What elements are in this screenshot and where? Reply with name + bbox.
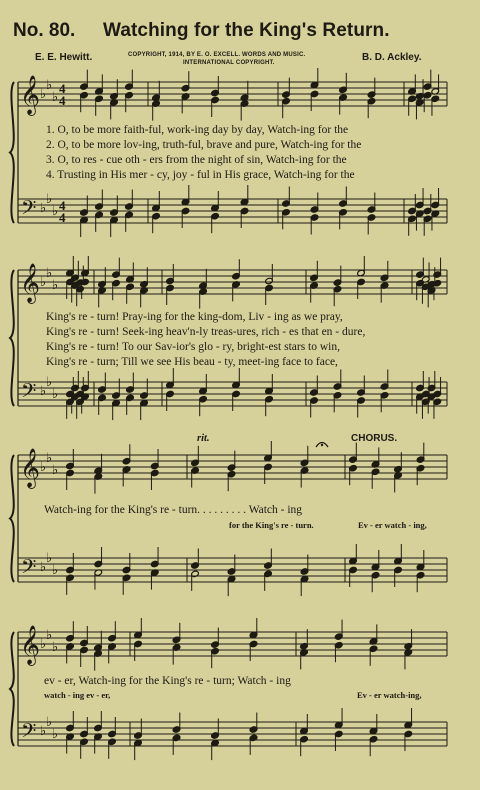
system1-verse-2: 2. O, to be more lov-ing, truth-ful, brave and pure, Watch-ing for the (46, 139, 362, 151)
flat-icon: ♭ (52, 727, 59, 742)
flat-icon: ♭ (52, 387, 59, 402)
flat-icon: ♭ (46, 266, 53, 281)
system2-verse-3: King's re - turn! To our Sav-ior's glo - ry, bright-est stars to win, (46, 341, 340, 353)
time-signature: 4 (59, 93, 66, 108)
ritardando-mark: rit. (197, 433, 210, 444)
flat-icon: ♭ (52, 278, 59, 293)
bass-clef-icon: 𝄢 (21, 719, 37, 747)
brace-icon (10, 632, 14, 746)
treble-clef-icon: 𝄞 (20, 448, 41, 488)
flat-icon: ♭ (40, 637, 47, 652)
bass-clef-icon: 𝄢 (21, 555, 37, 583)
flat-icon: ♭ (40, 87, 47, 102)
system3-sub-lyric-1: for the King's re - turn. (229, 520, 314, 530)
composer-credit: B. D. Ackley. (362, 52, 422, 63)
flat-icon: ♭ (46, 375, 53, 390)
flat-icon: ♭ (52, 463, 59, 478)
flat-icon: ♭ (40, 384, 47, 399)
bass-clef-icon: 𝄢 (21, 196, 37, 224)
time-signature: 4 (59, 210, 66, 225)
flat-icon: ♭ (46, 78, 53, 93)
system4-sub-lyric-2: Ev - er watch-ing, (357, 690, 422, 700)
system1-verse-3: 3. O, to res - cue oth - ers from the night of sin, Watch-ing for the (46, 154, 347, 166)
flat-icon: ♭ (40, 460, 47, 475)
system2-verse-2: King's re - turn! Seek-ing heav'n-ly treas-ures, rich - es that en - dure, (46, 326, 366, 338)
flat-icon: ♭ (46, 628, 53, 643)
flat-icon: ♭ (52, 563, 59, 578)
flat-icon: ♭ (52, 90, 59, 105)
brace-icon (10, 270, 14, 406)
flat-icon: ♭ (46, 715, 53, 730)
flat-icon: ♭ (40, 560, 47, 575)
flat-icon: ♭ (46, 192, 53, 207)
brace-icon (10, 455, 14, 582)
chorus-label: CHORUS. (351, 433, 398, 444)
system1-verse-4: 4. Trusting in His mer - cy, joy - ful in His grace, Watch-ing for the (46, 169, 355, 181)
copyright-line-1: COPYRIGHT, 1914, BY E. O. EXCELL. WORDS AND MUSIC. (128, 52, 306, 58)
system1-verse-1: 1. O, to be more faith-ful, work-ing day by day, Watch-ing for the (46, 124, 349, 136)
bass-clef-icon: 𝄢 (21, 379, 37, 407)
system3-sub-lyric-2: Ev - er watch - ing, (358, 520, 427, 530)
flat-icon: ♭ (40, 724, 47, 739)
flat-icon: ♭ (40, 201, 47, 216)
flat-icon: ♭ (40, 275, 47, 290)
system2-verse-4: King's re - turn; Till we see His beau - ty, meet-ing face to face, (46, 356, 338, 368)
treble-clef-icon: 𝄞 (20, 625, 41, 665)
treble-clef-icon: 𝄞 (20, 75, 41, 115)
lyricist-credit: E. E. Hewitt. (35, 52, 93, 63)
flat-icon: ♭ (52, 204, 59, 219)
hymn-title: Watching for the King's Return. (103, 20, 390, 41)
fermata-dot (321, 444, 323, 446)
time-signature: 4 (59, 198, 66, 213)
system2-verse-1: King's re - turn! Pray-ing for the king-dom, Liv - ing as we pray, (46, 311, 343, 323)
flat-icon: ♭ (52, 640, 59, 655)
time-signature: 4 (59, 81, 66, 96)
treble-clef-icon: 𝄞 (20, 263, 41, 303)
flat-icon: ♭ (46, 451, 53, 466)
system4-lyric: ev - er, Watch-ing for the King's re - turn; Watch - ing (44, 675, 291, 687)
hymn-number: No. 80. (13, 20, 76, 41)
brace-icon (10, 82, 14, 223)
system4-sub-lyric-1: watch - ing ev - er, (44, 690, 111, 700)
system3-lyric: Watch-ing for the King's re - turn. . . . . . . . . Watch - ing (44, 504, 303, 516)
copyright-line-2: INTERNATIONAL COPYRIGHT. (183, 60, 275, 66)
flat-icon: ♭ (46, 551, 53, 566)
